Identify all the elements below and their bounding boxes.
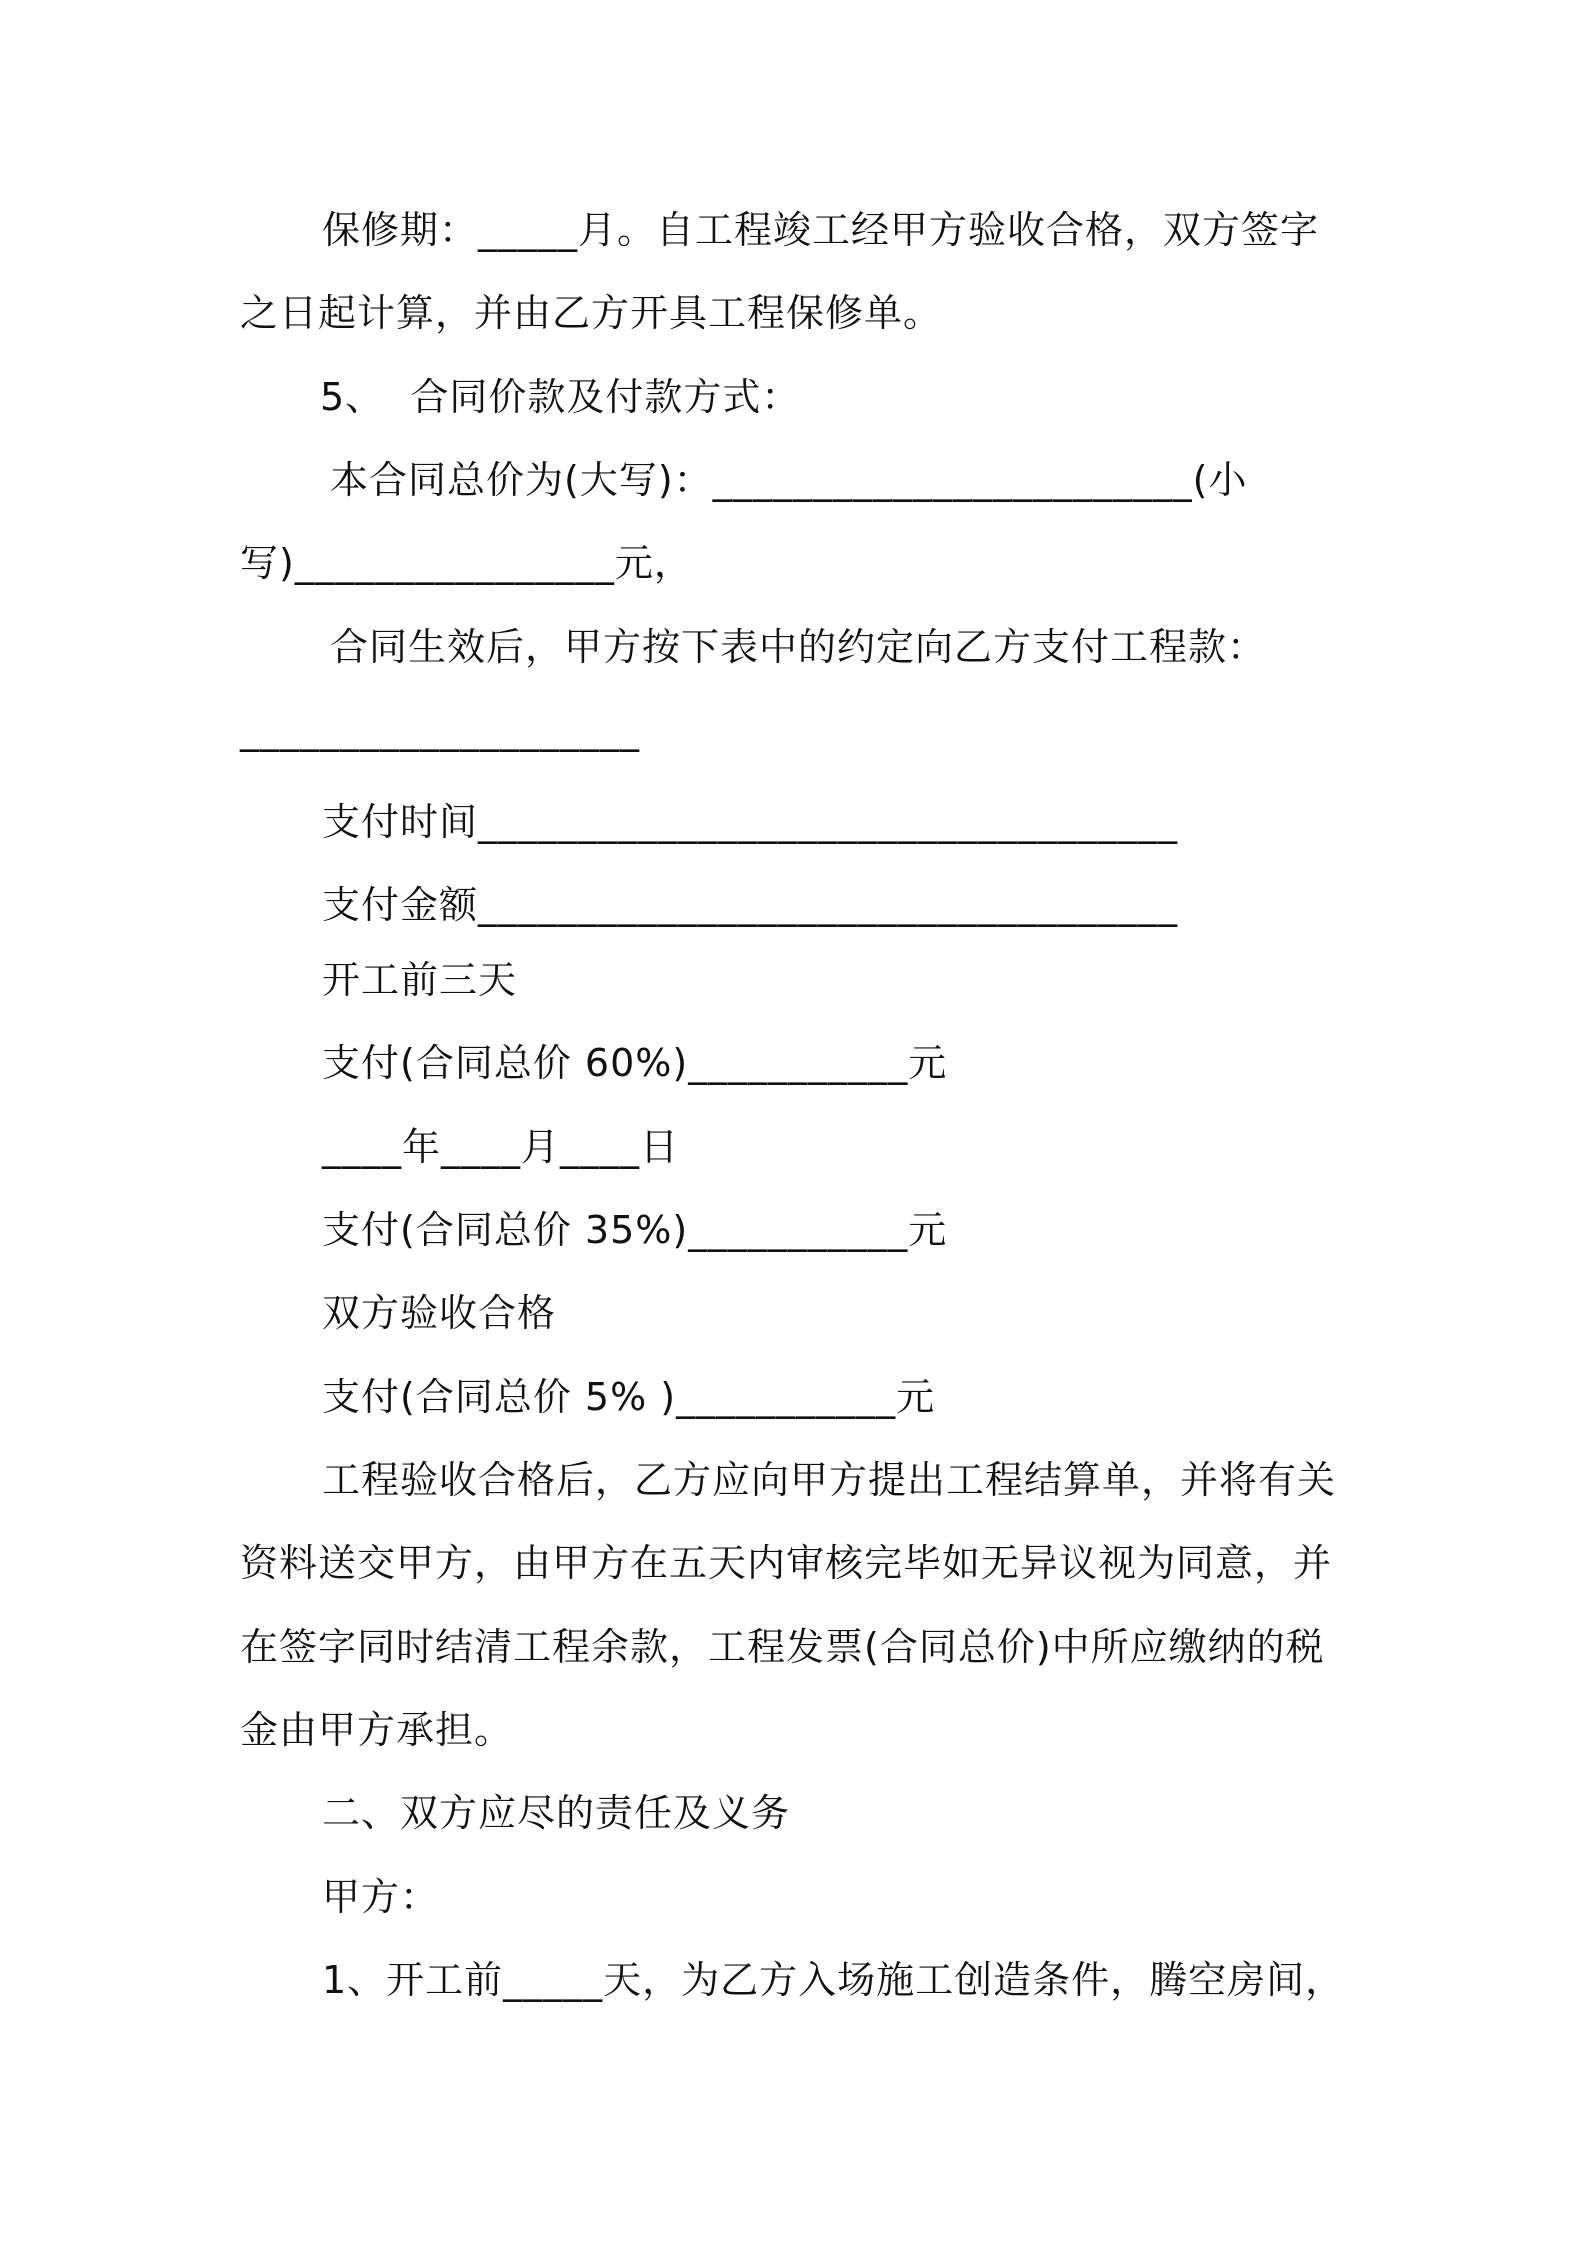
payment-line: 支付(合同总价 60%)___________元 [322, 1041, 948, 1085]
payment-line: 支付(合同总价 35%)___________元 [322, 1208, 948, 1252]
section-heading: 二、双方应尽的责任及义务 [322, 1791, 791, 1835]
payment-line: 支付(合同总价 5% )___________元 [322, 1375, 936, 1419]
paragraph-line: 双方验收合格 [322, 1291, 557, 1335]
paragraph-line: 之日起计算，并由乙方开具工程保修单。 [240, 291, 943, 335]
section-heading: 5、 合同价款及付款方式： [320, 375, 801, 419]
paragraph-line: 保修期：_____月。自工程竣工经甲方验收合格，双方签字 [322, 208, 1320, 252]
paragraph-line: 1、开工前_____天，为乙方入场施工创造条件，腾空房间， [322, 1958, 1345, 2002]
paragraph-line: 合同生效后，甲方按下表中的约定向乙方支付工程款： [330, 625, 1267, 669]
paragraph-line: 在签字同时结清工程余款，工程发票(合同总价)中所应缴纳的税 [240, 1625, 1325, 1669]
payment-time-line: 支付时间___________________________________ [322, 800, 1179, 844]
date-line: ____年____月____日 [322, 1125, 680, 1169]
paragraph-line: 工程验收合格后，乙方应向甲方提出工程结算单，并将有关 [322, 1458, 1337, 1502]
blank-line: ____________________ [240, 708, 640, 752]
paragraph-line: 本合同总价为(大写)：________________________(小 [330, 458, 1248, 502]
payment-amount-line: 支付金额___________________________________ [322, 883, 1179, 927]
paragraph-line: 甲方： [322, 1875, 440, 1919]
paragraph-line: 开工前三天 [322, 958, 518, 1002]
paragraph-line: 写)________________元， [240, 541, 693, 585]
paragraph-line: 资料送交甲方，由甲方在五天内审核完毕如无异议视为同意，并 [240, 1541, 1333, 1585]
paragraph-line: 金由甲方承担。 [240, 1708, 514, 1752]
